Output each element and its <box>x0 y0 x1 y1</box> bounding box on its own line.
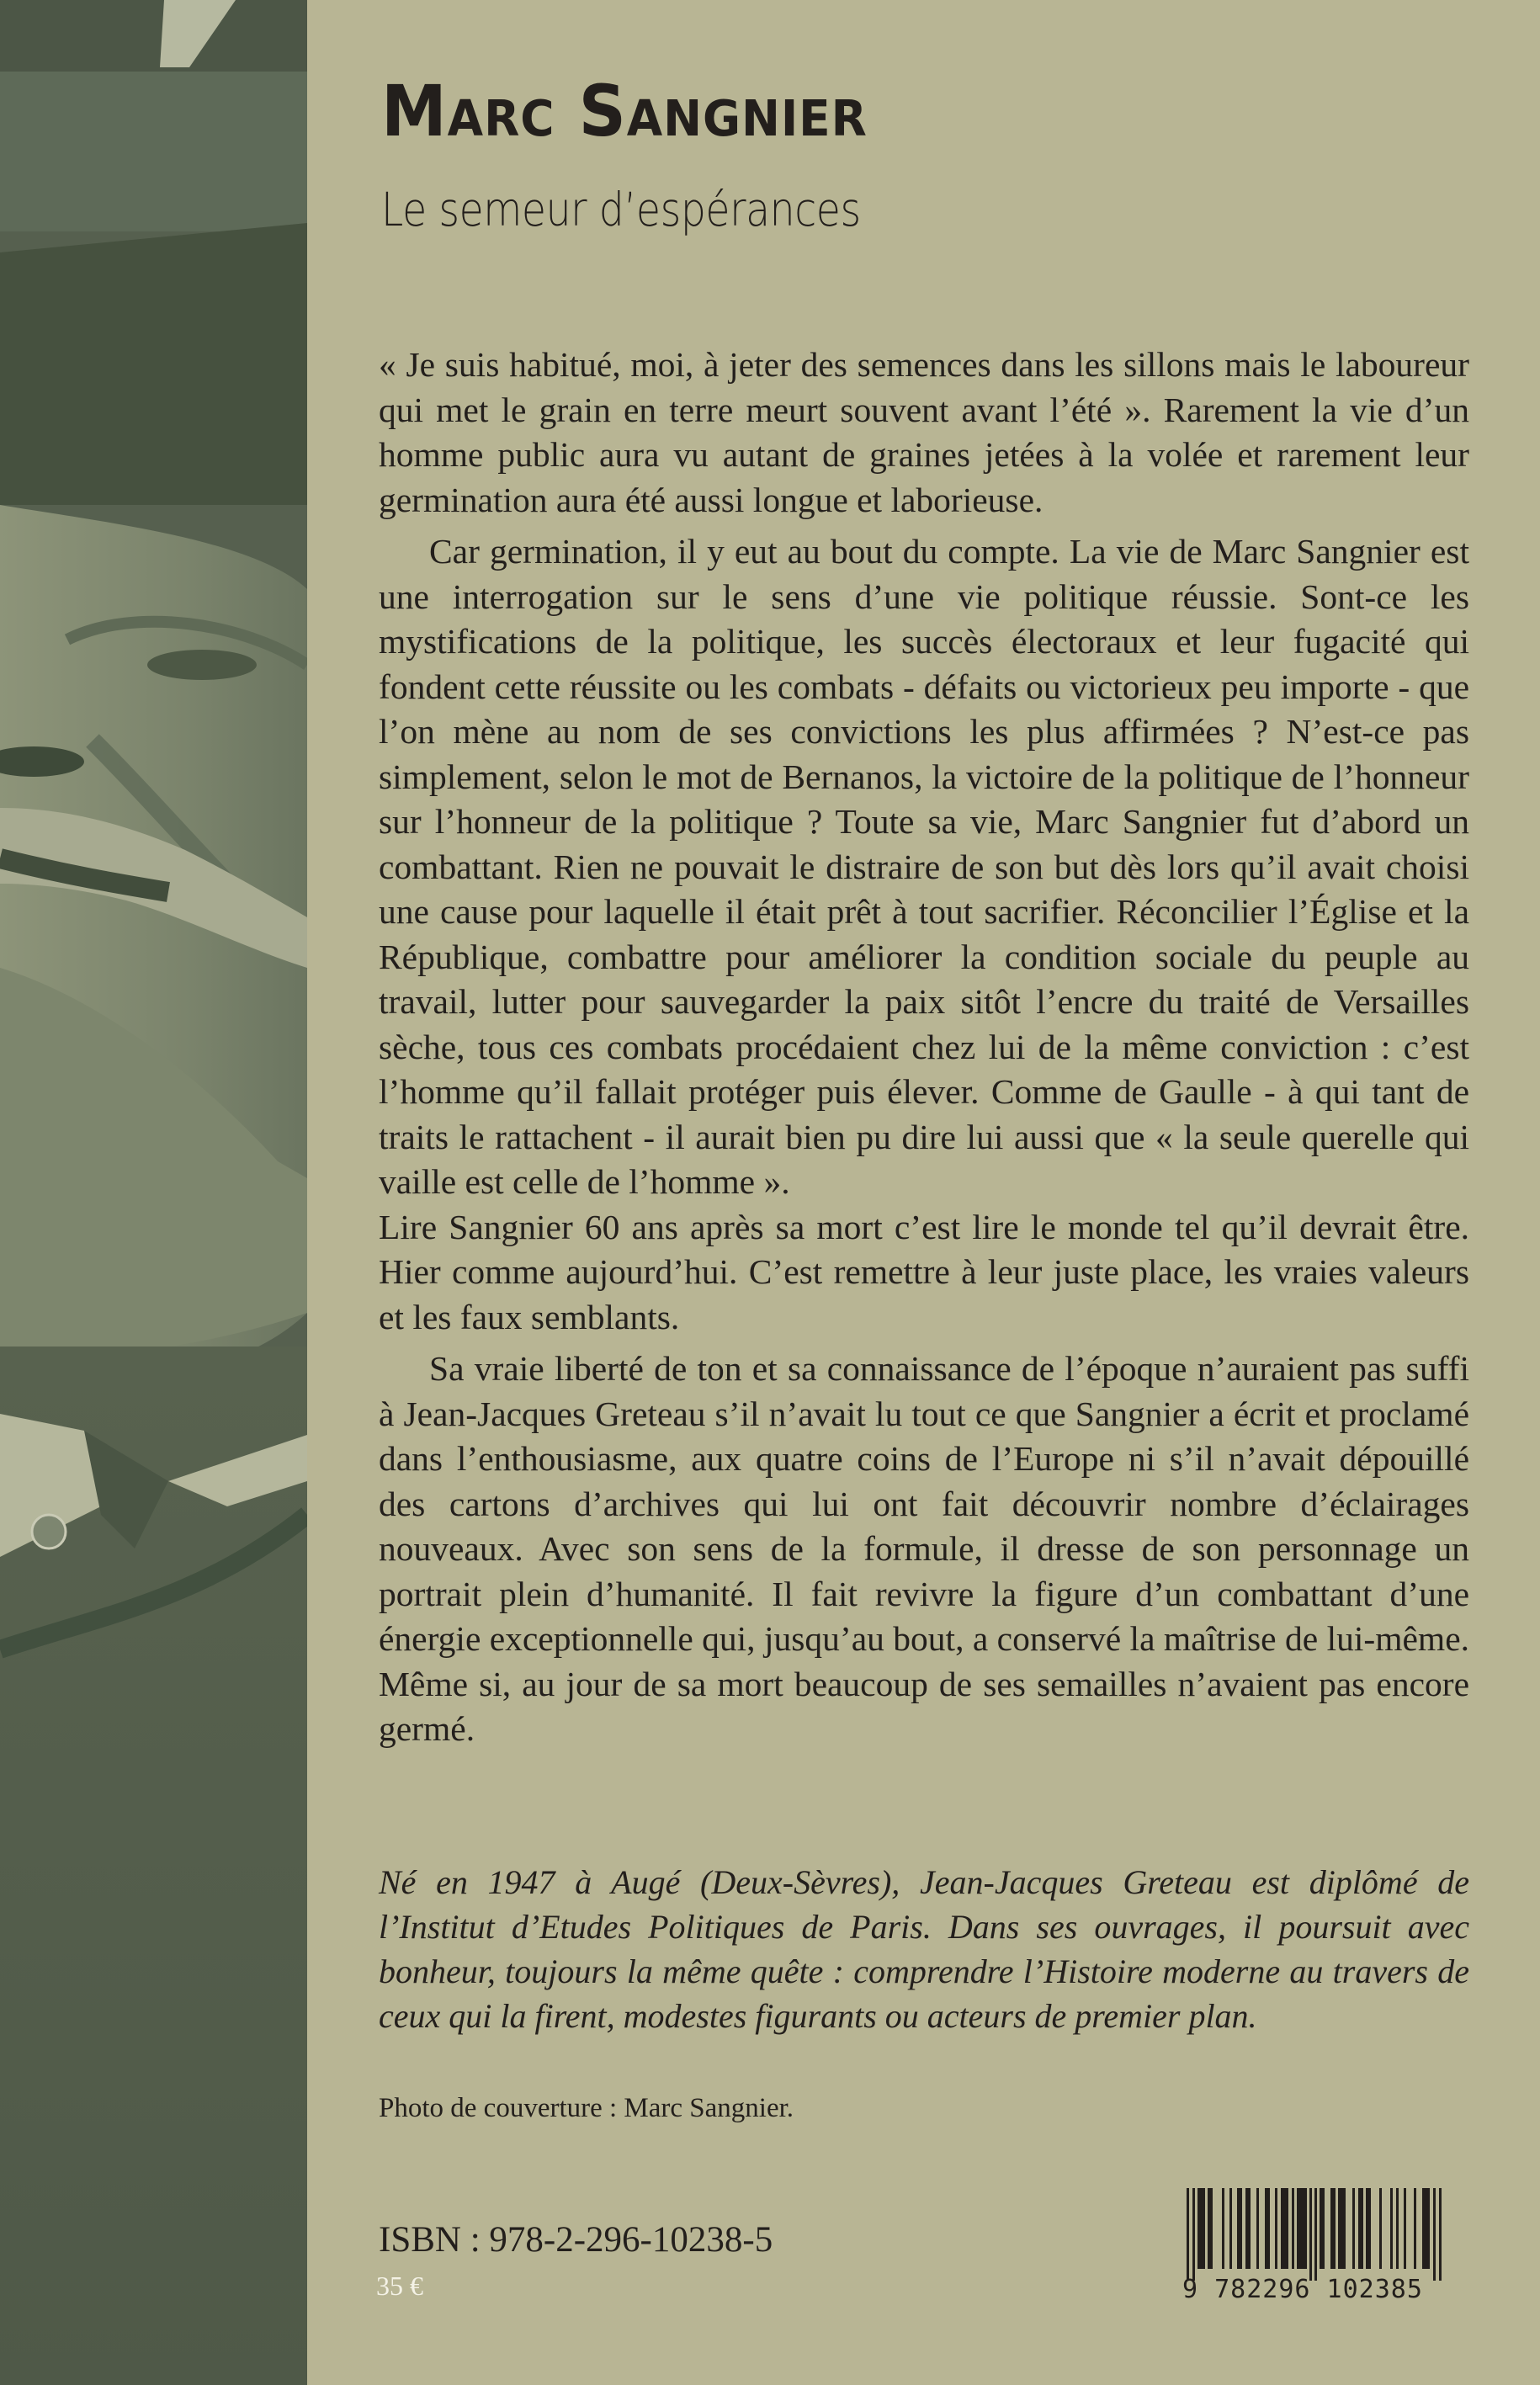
book-title: Marc Sangnier <box>381 70 868 152</box>
blurb-paragraph-3: Lire Sangnier 60 ans après sa mort c’est lire le monde tel qu’il devrait être. Hier comme aujourd’hui. C’est remettre à leur juste place, les vraies valeurs et les faux semblants. <box>379 1207 1469 1336</box>
price-label: 35 € <box>376 2271 423 2301</box>
blurb-paragraph-1: « Je suis habitué, moi, à jeter des semences dans les sillons mais le laboureur qui met le grain en terre meurt souvent avant l’été ». Rarement la vie d’un homme public aura vu autant de graines jetées à la volée et rarement leur germination aura été aussi longue et laborieuse. <box>379 345 1469 519</box>
back-cover-panel <box>307 0 1540 2385</box>
blurb-paragraph-2: Car germination, il y eut au bout du compte. La vie de Marc Sangnier est une interrogation sur le sens d’une vie politique réussie. Sont-ce les mystifications de la politique, les succès électoraux et leur fugacité qui fondent cette réussite ou les combats - défaits ou victorieux peu importe - que l’on mène au nom de ses convictions les plus affirmées ? N’est-ce pas simplement, selon le mot de Bernanos, la victoire de la politique de l’honneur sur l’honneur de la politique ? Toute sa vie, Marc Sangnier fut d’abord un combattant. Rien ne pouvait le distraire de son but dès lors qu’il avait choisi une cause pour laquelle il était prêt à tout sacrifier. Réconcilier l’Église et la République, combattre pour améliorer la condition sociale du peuple au travail, lutter pour sauvegarder la paix sitôt l’encre du traité de Versailles sèche, tous ces combats procédaient chez lui de la même conviction : c’est l’homme qu’il fallait protéger puis élever. Comme de Gaulle - à qui tant de traits le rattachent - il aurait bien pu dire lui aussi que « la seule querelle qui vaille est celle de l’homme ». <box>379 532 1469 1201</box>
photo-credit: Photo de couverture : Marc Sangnier. <box>379 2093 794 2123</box>
barcode-digits: 9 782296 102385 <box>1182 2275 1423 2304</box>
portrait-photo-illustration <box>0 0 307 2385</box>
book-subtitle: Le semeur d’espérances <box>381 183 861 236</box>
author-bio: Né en 1947 à Augé (Deux-Sèvres), Jean-Jacques Greteau est diplômé de l’Institut d’Etudes Politiques de Paris. Dans ses ouvrages, il poursuit avec bonheur, toujours la même quête : comprendre l’Histoire moderne au travers de ceux qui la firent, modestes figurants ou acteurs de premier plan. <box>379 1863 1469 2035</box>
ean13-barcode-bars <box>1187 2188 1447 2281</box>
isbn-number: ISBN : 978-2-296-10238-5 <box>379 2220 773 2260</box>
cover-photo-portrait <box>0 0 307 2385</box>
blurb-paragraph-4: Sa vraie liberté de ton et sa connaissance de l’époque n’auraient pas suffi à Jean-Jacques Greteau s’il n’avait lu tout ce que Sangnier a écrit et proclamé dans l’enthousiasme, aux quatre coins de l’Europe ni s’il n’avait dépouillé des cartons d’archives qui lui ont fait découvrir nombre d’éclairages nouveaux. Avec son sens de la formule, il dresse de son personnage un portrait plein d’humanité. Il fait revivre la figure d’un combattant d’une énergie exceptionnelle qui, jusqu’au bout, a conservé la maîtrise de lui-même. Même si, au jour de sa mort beaucoup de ses semailles n’avaient pas encore germé. <box>379 1349 1469 1748</box>
blurb-text <box>379 343 1469 1752</box>
